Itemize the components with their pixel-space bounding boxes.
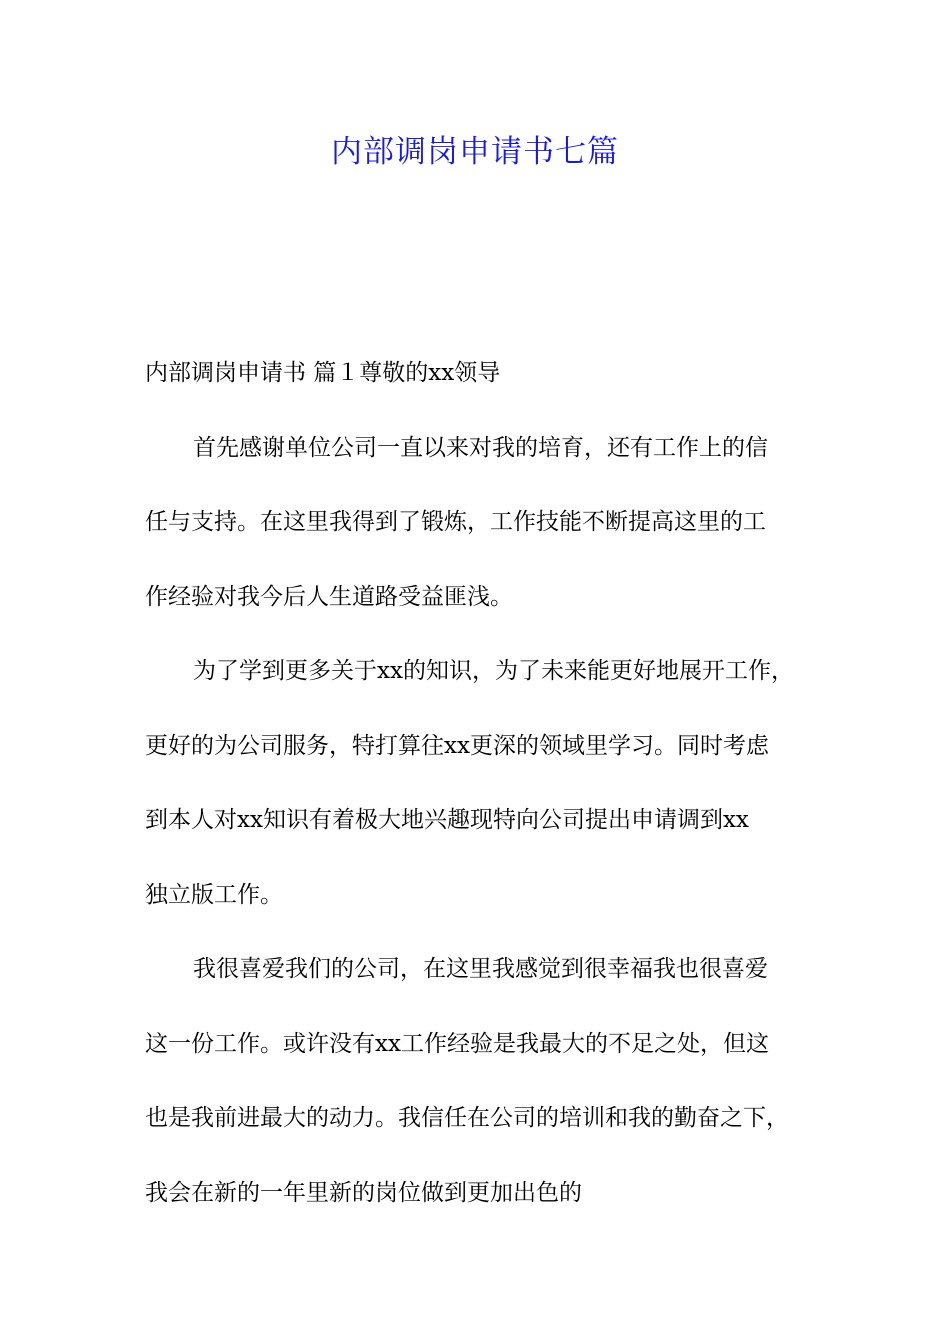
- body-line: 我会在新的一年里新的岗位做到更加出色的: [145, 1179, 582, 1206]
- body-line: 任与支持。在这里我得到了锻炼，工作技能不断提高这里的工: [145, 509, 766, 535]
- body-line-heading: 内部调岗申请书 篇１尊敬的xx领导: [145, 360, 501, 386]
- body-line-paragraph-2-start: 为了学到更多关于xx的知识，为了未来能更好地展开工作，: [193, 658, 794, 684]
- body-line: 到本人对xx知识有着极大地兴趣现特向公司提出申请调到xx: [145, 807, 749, 833]
- body-line: 更好的为公司服务，特打算往xx更深的领域里学习。同时考虑: [145, 732, 769, 759]
- body-line: 作经验对我今后人生道路受益匪浅。: [145, 583, 513, 610]
- body-line-paragraph-3-start: 我很喜爱我们的公司，在这里我感觉到很幸福我也很喜爱: [193, 956, 768, 982]
- body-line: 独立版工作。: [145, 881, 283, 908]
- document-body: [145, 336, 815, 1230]
- body-line-paragraph-1-start: 首先感谢单位公司一直以来对我的培育，还有工作上的信: [193, 434, 768, 461]
- document-title: 内部调岗申请书七篇: [331, 134, 619, 170]
- body-line: 也是我前进最大的动力。我信任在公司的培训和我的勤奋之下，: [145, 1105, 789, 1131]
- body-line: 这一份工作。或许没有xx工作经验是我最大的不足之处，但这: [145, 1030, 769, 1057]
